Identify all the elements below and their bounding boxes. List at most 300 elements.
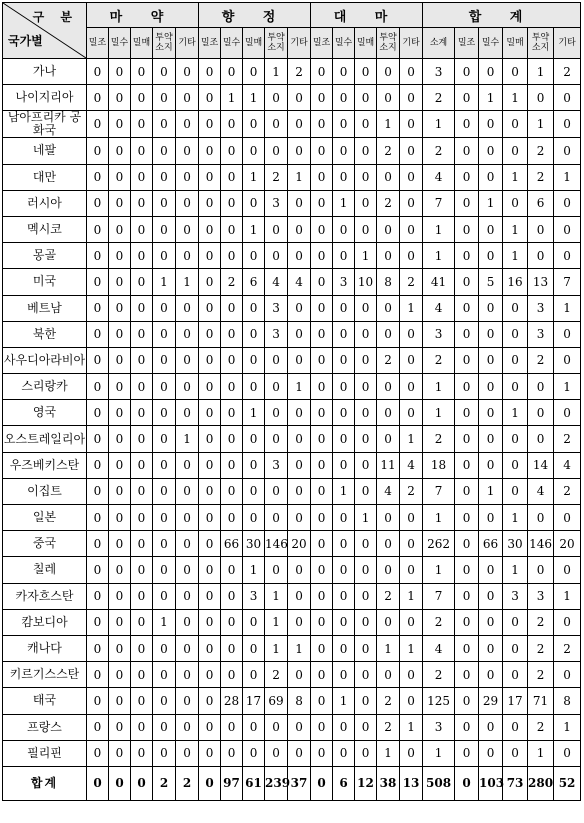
value-cell: 1 <box>243 164 265 190</box>
value-cell: 0 <box>355 374 377 400</box>
value-cell: 0 <box>87 295 109 321</box>
value-cell: 0 <box>109 243 131 269</box>
value-cell: 0 <box>333 321 355 347</box>
value-cell: 1 <box>355 505 377 531</box>
country-name: 중국 <box>3 531 87 557</box>
value-cell: 0 <box>153 164 176 190</box>
value-cell: 0 <box>333 635 355 661</box>
value-cell: 1 <box>288 635 311 661</box>
value-cell: 0 <box>131 138 153 164</box>
value-cell: 4 <box>288 269 311 295</box>
value-cell: 146 <box>528 531 554 557</box>
value-cell: 0 <box>176 347 199 373</box>
value-cell: 2 <box>528 164 554 190</box>
value-cell: 0 <box>221 426 243 452</box>
value-cell: 0 <box>153 426 176 452</box>
value-cell: 0 <box>377 321 400 347</box>
value-cell: 0 <box>243 505 265 531</box>
value-cell: 2 <box>400 269 423 295</box>
value-cell: 12 <box>355 766 377 800</box>
value-cell: 6 <box>243 269 265 295</box>
table-row <box>3 609 581 635</box>
value-cell: 0 <box>87 347 109 373</box>
value-cell: 0 <box>176 321 199 347</box>
value-cell: 2 <box>423 347 455 373</box>
value-cell: 0 <box>288 138 311 164</box>
value-cell: 71 <box>528 688 554 714</box>
value-cell: 0 <box>554 190 581 216</box>
value-cell: 52 <box>554 766 581 800</box>
value-cell: 7 <box>554 269 581 295</box>
value-cell: 0 <box>455 295 479 321</box>
value-cell: 0 <box>311 111 333 138</box>
value-cell: 0 <box>355 583 377 609</box>
value-cell: 0 <box>377 400 400 426</box>
value-cell: 0 <box>400 190 423 216</box>
value-cell: 0 <box>153 216 176 242</box>
group-header-cannabis: 대 마 <box>311 3 423 28</box>
table-row <box>3 531 581 557</box>
table-row <box>3 505 581 531</box>
sub-header-total-smuggling: 밀수 <box>479 28 503 59</box>
total-row <box>3 766 581 800</box>
value-cell: 0 <box>377 426 400 452</box>
value-cell: 0 <box>265 740 288 766</box>
corner-country-label: 국가별 <box>8 34 43 48</box>
value-cell: 0 <box>528 374 554 400</box>
value-cell: 0 <box>87 609 109 635</box>
value-cell: 0 <box>243 714 265 740</box>
value-cell: 0 <box>109 688 131 714</box>
value-cell: 0 <box>311 269 333 295</box>
value-cell: 0 <box>554 347 581 373</box>
value-cell: 0 <box>199 635 221 661</box>
value-cell: 0 <box>528 400 554 426</box>
value-cell: 0 <box>503 111 528 138</box>
table-row <box>3 714 581 740</box>
value-cell: 0 <box>503 478 528 504</box>
value-cell: 0 <box>176 216 199 242</box>
value-cell: 3 <box>243 583 265 609</box>
value-cell: 1 <box>423 111 455 138</box>
value-cell: 0 <box>87 269 109 295</box>
value-cell: 0 <box>400 111 423 138</box>
value-cell: 0 <box>131 111 153 138</box>
value-cell: 0 <box>288 295 311 321</box>
value-cell: 2 <box>377 688 400 714</box>
value-cell: 4 <box>400 452 423 478</box>
value-cell: 0 <box>455 85 479 111</box>
value-cell: 0 <box>199 374 221 400</box>
value-cell: 4 <box>423 164 455 190</box>
value-cell: 1 <box>243 216 265 242</box>
value-cell: 1 <box>265 59 288 85</box>
value-cell: 0 <box>333 557 355 583</box>
value-cell: 0 <box>109 321 131 347</box>
value-cell: 0 <box>377 662 400 688</box>
value-cell: 0 <box>87 111 109 138</box>
value-cell: 0 <box>87 85 109 111</box>
value-cell: 2 <box>554 59 581 85</box>
value-cell: 0 <box>131 295 153 321</box>
value-cell: 0 <box>153 85 176 111</box>
value-cell: 3 <box>423 714 455 740</box>
table-row <box>3 85 581 111</box>
value-cell: 2 <box>377 347 400 373</box>
value-cell: 0 <box>131 269 153 295</box>
country-name: 나이지리아 <box>3 85 87 111</box>
sub-header-psychotropics-trafficking: 밀매 <box>243 28 265 59</box>
value-cell: 0 <box>479 635 503 661</box>
value-cell: 1 <box>479 190 503 216</box>
value-cell: 0 <box>355 557 377 583</box>
value-cell: 0 <box>221 740 243 766</box>
value-cell: 0 <box>311 59 333 85</box>
value-cell: 0 <box>554 85 581 111</box>
table-row <box>3 740 581 766</box>
value-cell: 0 <box>554 609 581 635</box>
value-cell: 0 <box>109 714 131 740</box>
value-cell: 0 <box>221 190 243 216</box>
table-body <box>3 59 581 801</box>
value-cell: 0 <box>153 662 176 688</box>
value-cell: 0 <box>199 138 221 164</box>
value-cell: 0 <box>131 714 153 740</box>
value-cell: 0 <box>479 452 503 478</box>
value-cell: 1 <box>479 85 503 111</box>
value-cell: 0 <box>153 347 176 373</box>
value-cell: 0 <box>153 243 176 269</box>
value-cell: 0 <box>109 635 131 661</box>
value-cell: 0 <box>455 400 479 426</box>
value-cell: 0 <box>400 609 423 635</box>
value-cell: 0 <box>199 714 221 740</box>
value-cell: 0 <box>243 374 265 400</box>
value-cell: 1 <box>503 243 528 269</box>
value-cell: 0 <box>131 531 153 557</box>
value-cell: 14 <box>528 452 554 478</box>
value-cell: 0 <box>288 557 311 583</box>
table-row <box>3 583 581 609</box>
value-cell: 0 <box>265 374 288 400</box>
value-cell: 1 <box>400 583 423 609</box>
value-cell: 0 <box>400 505 423 531</box>
group-header-narcotics: 마 약 <box>87 3 199 28</box>
value-cell: 2 <box>554 426 581 452</box>
value-cell: 0 <box>311 85 333 111</box>
value-cell: 0 <box>288 400 311 426</box>
value-cell: 0 <box>311 426 333 452</box>
value-cell: 1 <box>423 740 455 766</box>
value-cell: 0 <box>176 505 199 531</box>
value-cell: 0 <box>199 609 221 635</box>
value-cell: 0 <box>176 138 199 164</box>
value-cell: 0 <box>176 583 199 609</box>
value-cell: 1 <box>503 400 528 426</box>
value-cell: 0 <box>221 557 243 583</box>
value-cell: 0 <box>153 321 176 347</box>
value-cell: 1 <box>265 583 288 609</box>
value-cell: 0 <box>355 635 377 661</box>
value-cell: 1 <box>503 164 528 190</box>
value-cell: 0 <box>109 583 131 609</box>
value-cell: 4 <box>265 269 288 295</box>
value-cell: 0 <box>479 557 503 583</box>
value-cell: 6 <box>528 190 554 216</box>
value-cell: 0 <box>199 766 221 800</box>
value-cell: 0 <box>503 662 528 688</box>
value-cell: 0 <box>311 295 333 321</box>
value-cell: 0 <box>153 138 176 164</box>
group-header-psychotropics: 향 정 <box>199 3 311 28</box>
table-row <box>3 478 581 504</box>
value-cell: 0 <box>243 243 265 269</box>
value-cell: 5 <box>479 269 503 295</box>
value-cell: 0 <box>87 452 109 478</box>
value-cell: 0 <box>221 111 243 138</box>
value-cell: 0 <box>355 714 377 740</box>
sub-header-total-manufacture: 밀조 <box>455 28 479 59</box>
value-cell: 1 <box>554 714 581 740</box>
value-cell: 0 <box>288 452 311 478</box>
value-cell: 1 <box>377 111 400 138</box>
country-name: 프랑스 <box>3 714 87 740</box>
value-cell: 0 <box>221 295 243 321</box>
value-cell: 0 <box>199 478 221 504</box>
country-name: 칠레 <box>3 557 87 583</box>
value-cell: 0 <box>455 478 479 504</box>
value-cell: 239 <box>265 766 288 800</box>
value-cell: 0 <box>243 426 265 452</box>
value-cell: 0 <box>199 243 221 269</box>
value-cell: 2 <box>377 138 400 164</box>
value-cell: 1 <box>333 688 355 714</box>
value-cell: 16 <box>503 269 528 295</box>
sub-header-narcotics-manufacture: 밀조 <box>87 28 109 59</box>
value-cell: 37 <box>288 766 311 800</box>
value-cell: 0 <box>503 426 528 452</box>
value-cell: 1 <box>243 400 265 426</box>
value-cell: 0 <box>333 426 355 452</box>
country-name: 필리핀 <box>3 740 87 766</box>
value-cell: 0 <box>131 59 153 85</box>
value-cell: 0 <box>333 374 355 400</box>
value-cell: 3 <box>265 321 288 347</box>
value-cell: 1 <box>503 216 528 242</box>
value-cell: 1 <box>221 85 243 111</box>
value-cell: 0 <box>199 583 221 609</box>
value-cell: 0 <box>176 452 199 478</box>
value-cell: 0 <box>311 688 333 714</box>
country-name: 스리랑카 <box>3 374 87 400</box>
value-cell: 0 <box>377 216 400 242</box>
sub-header-total-other: 기타 <box>554 28 581 59</box>
value-cell: 0 <box>131 374 153 400</box>
value-cell: 0 <box>109 452 131 478</box>
country-name: 베트남 <box>3 295 87 321</box>
value-cell: 0 <box>455 635 479 661</box>
value-cell: 0 <box>554 216 581 242</box>
value-cell: 0 <box>109 347 131 373</box>
value-cell: 3 <box>423 321 455 347</box>
value-cell: 4 <box>554 452 581 478</box>
value-cell: 0 <box>503 295 528 321</box>
value-cell: 0 <box>199 426 221 452</box>
value-cell: 0 <box>109 531 131 557</box>
value-cell: 0 <box>311 766 333 800</box>
value-cell: 0 <box>333 216 355 242</box>
country-name: 영국 <box>3 400 87 426</box>
table-row <box>3 269 581 295</box>
value-cell: 0 <box>176 740 199 766</box>
value-cell: 0 <box>87 662 109 688</box>
value-cell: 0 <box>176 478 199 504</box>
value-cell: 0 <box>311 505 333 531</box>
value-cell: 0 <box>153 531 176 557</box>
value-cell: 0 <box>243 662 265 688</box>
value-cell: 0 <box>109 216 131 242</box>
value-cell: 0 <box>333 714 355 740</box>
table-row <box>3 216 581 242</box>
value-cell: 0 <box>311 583 333 609</box>
value-cell: 0 <box>400 321 423 347</box>
value-cell: 0 <box>554 243 581 269</box>
value-cell: 0 <box>221 243 243 269</box>
value-cell: 0 <box>333 531 355 557</box>
value-cell: 0 <box>503 321 528 347</box>
value-cell: 1 <box>400 426 423 452</box>
value-cell: 0 <box>377 609 400 635</box>
value-cell: 0 <box>176 609 199 635</box>
value-cell: 0 <box>153 295 176 321</box>
value-cell: 0 <box>311 243 333 269</box>
value-cell: 0 <box>333 138 355 164</box>
value-cell: 0 <box>199 85 221 111</box>
value-cell: 2 <box>528 714 554 740</box>
value-cell: 11 <box>377 452 400 478</box>
value-cell: 18 <box>423 452 455 478</box>
value-cell: 1 <box>503 557 528 583</box>
table-row <box>3 662 581 688</box>
country-name: 키르기스스탄 <box>3 662 87 688</box>
value-cell: 0 <box>131 216 153 242</box>
value-cell: 0 <box>479 321 503 347</box>
value-cell: 0 <box>333 452 355 478</box>
value-cell: 2 <box>265 662 288 688</box>
value-cell: 0 <box>355 216 377 242</box>
value-cell: 30 <box>503 531 528 557</box>
value-cell: 0 <box>221 609 243 635</box>
value-cell: 0 <box>131 688 153 714</box>
value-cell: 0 <box>554 400 581 426</box>
country-name: 우즈베키스탄 <box>3 452 87 478</box>
value-cell: 1 <box>554 374 581 400</box>
value-cell: 0 <box>288 505 311 531</box>
value-cell: 2 <box>528 609 554 635</box>
value-cell: 0 <box>199 531 221 557</box>
value-cell: 3 <box>528 321 554 347</box>
value-cell: 0 <box>377 59 400 85</box>
value-cell: 1 <box>479 478 503 504</box>
country-name: 오스트레일리아 <box>3 426 87 452</box>
value-cell: 1 <box>503 85 528 111</box>
value-cell: 97 <box>221 766 243 800</box>
value-cell: 0 <box>221 662 243 688</box>
value-cell: 0 <box>153 374 176 400</box>
value-cell: 66 <box>221 531 243 557</box>
value-cell: 0 <box>87 426 109 452</box>
value-cell: 0 <box>455 138 479 164</box>
value-cell: 1 <box>243 85 265 111</box>
value-cell: 0 <box>311 347 333 373</box>
value-cell: 0 <box>355 662 377 688</box>
value-cell: 0 <box>503 635 528 661</box>
value-cell: 0 <box>400 557 423 583</box>
value-cell: 0 <box>355 295 377 321</box>
value-cell: 0 <box>355 138 377 164</box>
value-cell: 0 <box>131 164 153 190</box>
value-cell: 0 <box>311 557 333 583</box>
value-cell: 0 <box>377 505 400 531</box>
value-cell: 3 <box>265 295 288 321</box>
value-cell: 0 <box>243 609 265 635</box>
value-cell: 0 <box>221 374 243 400</box>
value-cell: 262 <box>423 531 455 557</box>
value-cell: 0 <box>176 662 199 688</box>
value-cell: 0 <box>221 583 243 609</box>
sub-header-narcotics-smuggling: 밀수 <box>109 28 131 59</box>
value-cell: 0 <box>400 164 423 190</box>
value-cell: 0 <box>355 111 377 138</box>
value-cell: 0 <box>87 164 109 190</box>
value-cell: 0 <box>87 138 109 164</box>
value-cell: 0 <box>355 609 377 635</box>
value-cell: 0 <box>455 426 479 452</box>
value-cell: 0 <box>355 740 377 766</box>
value-cell: 4 <box>528 478 554 504</box>
value-cell: 0 <box>288 216 311 242</box>
value-cell: 0 <box>265 426 288 452</box>
value-cell: 0 <box>311 164 333 190</box>
value-cell: 7 <box>423 190 455 216</box>
value-cell: 0 <box>554 740 581 766</box>
value-cell: 0 <box>87 374 109 400</box>
value-cell: 0 <box>153 557 176 583</box>
value-cell: 0 <box>109 374 131 400</box>
value-cell: 0 <box>400 400 423 426</box>
value-cell: 0 <box>311 321 333 347</box>
value-cell: 0 <box>377 243 400 269</box>
table-row <box>3 347 581 373</box>
value-cell: 0 <box>221 714 243 740</box>
value-cell: 1 <box>528 59 554 85</box>
value-cell: 30 <box>243 531 265 557</box>
value-cell: 0 <box>199 216 221 242</box>
value-cell: 0 <box>176 714 199 740</box>
value-cell: 0 <box>455 59 479 85</box>
value-cell: 3 <box>265 190 288 216</box>
table-row <box>3 138 581 164</box>
value-cell: 0 <box>288 190 311 216</box>
corner-category-label: 구 분 <box>32 10 78 24</box>
value-cell: 0 <box>311 635 333 661</box>
value-cell: 0 <box>400 374 423 400</box>
value-cell: 0 <box>109 740 131 766</box>
value-cell: 0 <box>333 85 355 111</box>
value-cell: 125 <box>423 688 455 714</box>
value-cell: 0 <box>288 583 311 609</box>
value-cell: 0 <box>503 190 528 216</box>
